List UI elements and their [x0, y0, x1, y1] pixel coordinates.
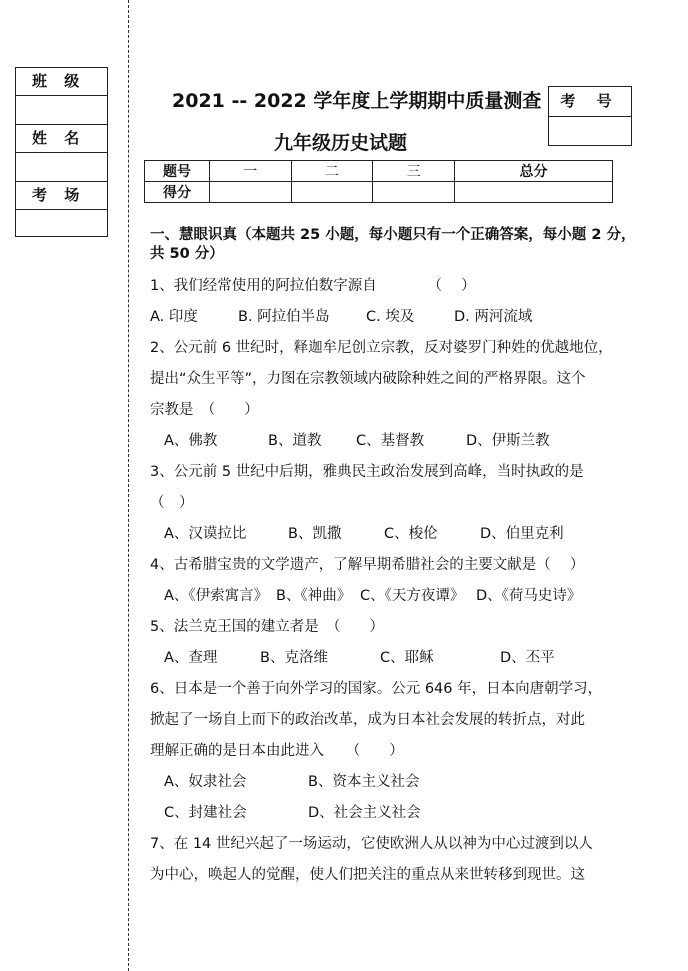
score-input-cell[interactable]: [291, 182, 373, 203]
question-7-stem: 为中心，唤起人的觉醒，使人们把关注的重点从来世转移到现世。这: [150, 867, 585, 883]
exam-number-box: [548, 86, 632, 146]
section-heading: 一、慧眼识真（本题共 25 小题，每小题只有一个正确答案，每小题 2 分，共 50 分）: [150, 227, 636, 262]
score-input-cell[interactable]: [210, 182, 292, 203]
question-2-stem: 2、公元前 6 世纪时，释迦牟尼创立宗教，反对婆罗门种姓的优越地位，: [150, 340, 613, 356]
option: B、《神曲》: [276, 588, 352, 604]
option: A、《伊索寓言》: [164, 588, 269, 604]
option: B、凯撒: [288, 526, 342, 542]
score-input-cell[interactable]: [455, 182, 613, 203]
option: C、梭伦: [384, 526, 438, 542]
option: B、道教: [268, 433, 322, 449]
option: B、资本主义社会: [308, 774, 420, 790]
exam-number-label: 考 号: [549, 87, 631, 117]
exam-room-label: 考 场: [16, 182, 107, 210]
question-6-stem: 理解正确的是日本由此进入 （ ）: [150, 743, 404, 759]
option: D、丕平: [500, 650, 555, 666]
question-1-options: [150, 302, 640, 333]
score-input-cell[interactable]: [373, 182, 455, 203]
question-5-options: [150, 643, 640, 674]
binding-dashed-line: [128, 0, 129, 971]
question-1-stem: 1、我们经常使用的阿拉伯数字源自 （ ）: [150, 278, 476, 294]
exam-subtitle: 九年级历史试题: [274, 132, 408, 154]
option: C、耶稣: [380, 650, 434, 666]
question-6-options: [150, 767, 640, 798]
option: A. 印度: [150, 309, 198, 325]
option: B. 阿拉伯半岛: [238, 309, 330, 325]
option: D. 两河流域: [454, 309, 533, 325]
question-3-stem: （ ）: [150, 495, 194, 511]
question-2-stem: 提出“众生平等”，力图在宗教领域内破除种姓之间的严格界限。这个: [150, 371, 586, 387]
class-label: 班 级: [16, 68, 107, 96]
score-table-score-row: [145, 182, 613, 203]
question-6-options: [150, 798, 640, 829]
exam-number-field[interactable]: [549, 117, 631, 145]
option: D、伯里克利: [480, 526, 564, 542]
name-field[interactable]: [16, 153, 107, 182]
option: D、伊斯兰教: [466, 433, 550, 449]
student-info-box: [15, 67, 108, 237]
score-cell: 三: [373, 161, 455, 182]
question-2-options: [150, 426, 640, 457]
option: C. 埃及: [366, 309, 415, 325]
option: C、封建社会: [164, 805, 247, 821]
question-3-options: [150, 519, 640, 550]
option: D、《荷马史诗》: [476, 588, 582, 604]
score-cell: 总分: [455, 161, 613, 182]
question-5-stem: 5、法兰克王国的建立者是 （ ）: [150, 619, 384, 635]
option: B、克洛维: [260, 650, 328, 666]
question-6-stem: 掀起了一场自上而下的政治改革，成为日本社会发展的转折点，对此: [150, 712, 585, 728]
score-cell: 二: [291, 161, 373, 182]
class-field[interactable]: [16, 96, 107, 125]
option: A、奴隶社会: [164, 774, 247, 790]
option: A、佛教: [164, 433, 218, 449]
question-4-stem: 4、古希腊宝贵的文学遗产，了解早期希腊社会的主要文献是（ ）: [150, 557, 585, 573]
question-7-stem: 7、在 14 世纪兴起了一场运动，它使欧洲人从以神为中心过渡到以人: [150, 836, 593, 852]
score-table: [144, 160, 613, 203]
option: A、查理: [164, 650, 218, 666]
score-table-header-row: [145, 161, 613, 182]
option: D、社会主义社会: [308, 805, 421, 821]
score-cell: 一: [210, 161, 292, 182]
name-label: 姓 名: [16, 125, 107, 153]
exam-room-field[interactable]: [16, 210, 107, 238]
option: C、《天方夜谭》: [360, 588, 465, 604]
question-6-stem: 6、日本是一个善于向外学习的国家。公元 646 年，日本向唐朝学习，: [150, 681, 603, 697]
exam-content: [150, 226, 640, 891]
question-2-stem: 宗教是 （ ）: [150, 402, 259, 418]
score-cell: 得分: [145, 182, 210, 203]
score-cell: 题号: [145, 161, 210, 182]
question-4-options: [150, 581, 640, 612]
option: A、汉谟拉比: [164, 526, 247, 542]
exam-title: 2021 -- 2022 学年度上学期期中质量测查: [172, 90, 542, 112]
question-3-stem: 3、公元前 5 世纪中后期，雅典民主政治发展到高峰，当时执政的是: [150, 464, 584, 480]
option: C、基督教: [356, 433, 425, 449]
